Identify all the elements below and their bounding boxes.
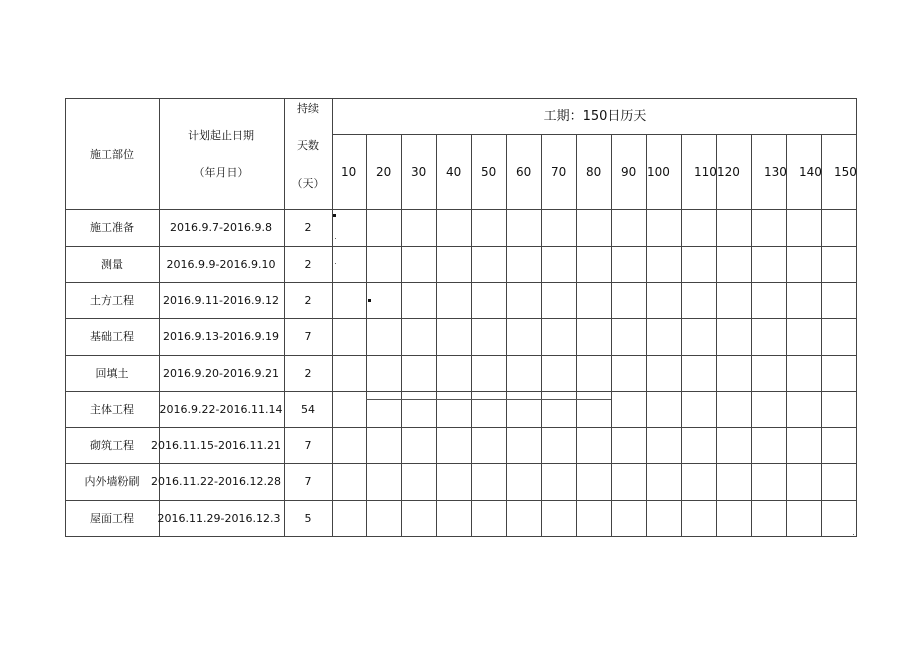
row-divider: [65, 391, 857, 392]
tick-label: 140: [799, 165, 822, 179]
tick-label: 60: [516, 165, 532, 179]
row-days: 54: [301, 403, 315, 416]
tick-label: 30: [411, 165, 427, 179]
header-days-line3: （天）: [291, 177, 325, 190]
gantt-bar: [366, 399, 611, 400]
tick-label: 90: [621, 165, 637, 179]
row-days: 2: [304, 294, 312, 307]
row-dates: 2016.9.20-2016.9.21: [163, 367, 279, 380]
row-dates: 2016.9.13-2016.9.19: [163, 330, 279, 343]
timeline-gridline: [366, 134, 367, 536]
schedule-title: 工期：150日历天: [543, 109, 647, 124]
tick-label: 120: [717, 165, 740, 179]
table-right-border: [856, 98, 857, 536]
gantt-mark: [333, 214, 336, 217]
table-bottom-border: [65, 536, 857, 537]
row-part: 砌筑工程: [90, 439, 134, 452]
tick-label: 70: [551, 165, 567, 179]
row-divider: [65, 282, 857, 283]
gantt-mark: [335, 263, 336, 264]
gantt-mark: [335, 238, 336, 239]
row-days: 7: [304, 475, 312, 488]
timeline-gridline: [576, 134, 577, 536]
timeline-gridline: [401, 134, 402, 536]
row-dates: 2016.9.7-2016.9.8: [170, 221, 272, 234]
row-part: 土方工程: [90, 294, 134, 307]
row-divider: [65, 427, 857, 428]
header-bottom-border: [65, 209, 857, 210]
timeline-gridline: [646, 134, 647, 536]
column-divider: [159, 98, 160, 536]
row-dates: 2016.11.29-2016.12.3: [157, 512, 281, 525]
row-days: 2: [304, 367, 312, 380]
row-part: 基础工程: [90, 330, 134, 343]
row-dates: 2016.9.11-2016.9.12: [163, 294, 279, 307]
row-days: 7: [304, 330, 312, 343]
row-divider: [65, 500, 857, 501]
tick-label: 10: [341, 165, 357, 179]
schedule-title-divider: [332, 134, 857, 135]
row-part: 测量: [101, 258, 123, 271]
timeline-gridline: [716, 134, 717, 536]
timeline-gridline: [471, 134, 472, 536]
timeline-gridline: [681, 134, 682, 536]
tick-label: 20: [376, 165, 392, 179]
header-dates-line1: 计划起止日期: [188, 129, 254, 142]
timeline-gridline: [751, 134, 752, 536]
row-part: 回填土: [95, 367, 129, 380]
table-top-border: [65, 98, 857, 99]
column-divider: [284, 98, 285, 536]
row-part: 施工准备: [90, 221, 134, 234]
row-dates: 2016.11.15-2016.11.21: [151, 439, 281, 452]
gantt-mark: [368, 299, 371, 302]
row-divider: [65, 246, 857, 247]
header-days-line1: 持续: [297, 102, 319, 115]
timeline-gridline: [821, 134, 822, 536]
row-divider: [65, 355, 857, 356]
row-days: 2: [304, 258, 312, 271]
timeline-gridline: [541, 134, 542, 536]
row-days: 2: [304, 221, 312, 234]
header-dates-line2: （年月日）: [193, 166, 249, 179]
row-part: 主体工程: [90, 403, 134, 416]
tick-label: 100: [647, 165, 670, 179]
header-part: 施工部位: [90, 148, 134, 161]
row-dates: 2016.9.9-2016.9.10: [166, 258, 276, 271]
row-dates: 2016.11.22-2016.12.28: [151, 475, 281, 488]
timeline-gridline: [506, 134, 507, 536]
column-divider: [332, 98, 333, 536]
timeline-gridline: [436, 134, 437, 536]
table-left-border: [65, 98, 66, 536]
gantt-mark: [853, 534, 854, 535]
row-part: 屋面工程: [90, 512, 134, 525]
tick-label: 40: [446, 165, 462, 179]
row-days: 5: [304, 512, 312, 525]
tick-label: 130: [764, 165, 787, 179]
tick-label: 50: [481, 165, 497, 179]
timeline-gridline: [786, 134, 787, 536]
row-dates: 2016.9.22-2016.11.14: [159, 403, 283, 416]
row-part: 内外墙粉刷: [84, 475, 140, 488]
row-divider: [65, 318, 857, 319]
timeline-gridline: [611, 134, 612, 536]
header-days-line2: 天数: [297, 139, 319, 152]
tick-label: 80: [586, 165, 602, 179]
tick-label: 110: [694, 165, 717, 179]
tick-label: 150: [834, 165, 857, 179]
row-divider: [65, 463, 857, 464]
row-days: 7: [304, 439, 312, 452]
